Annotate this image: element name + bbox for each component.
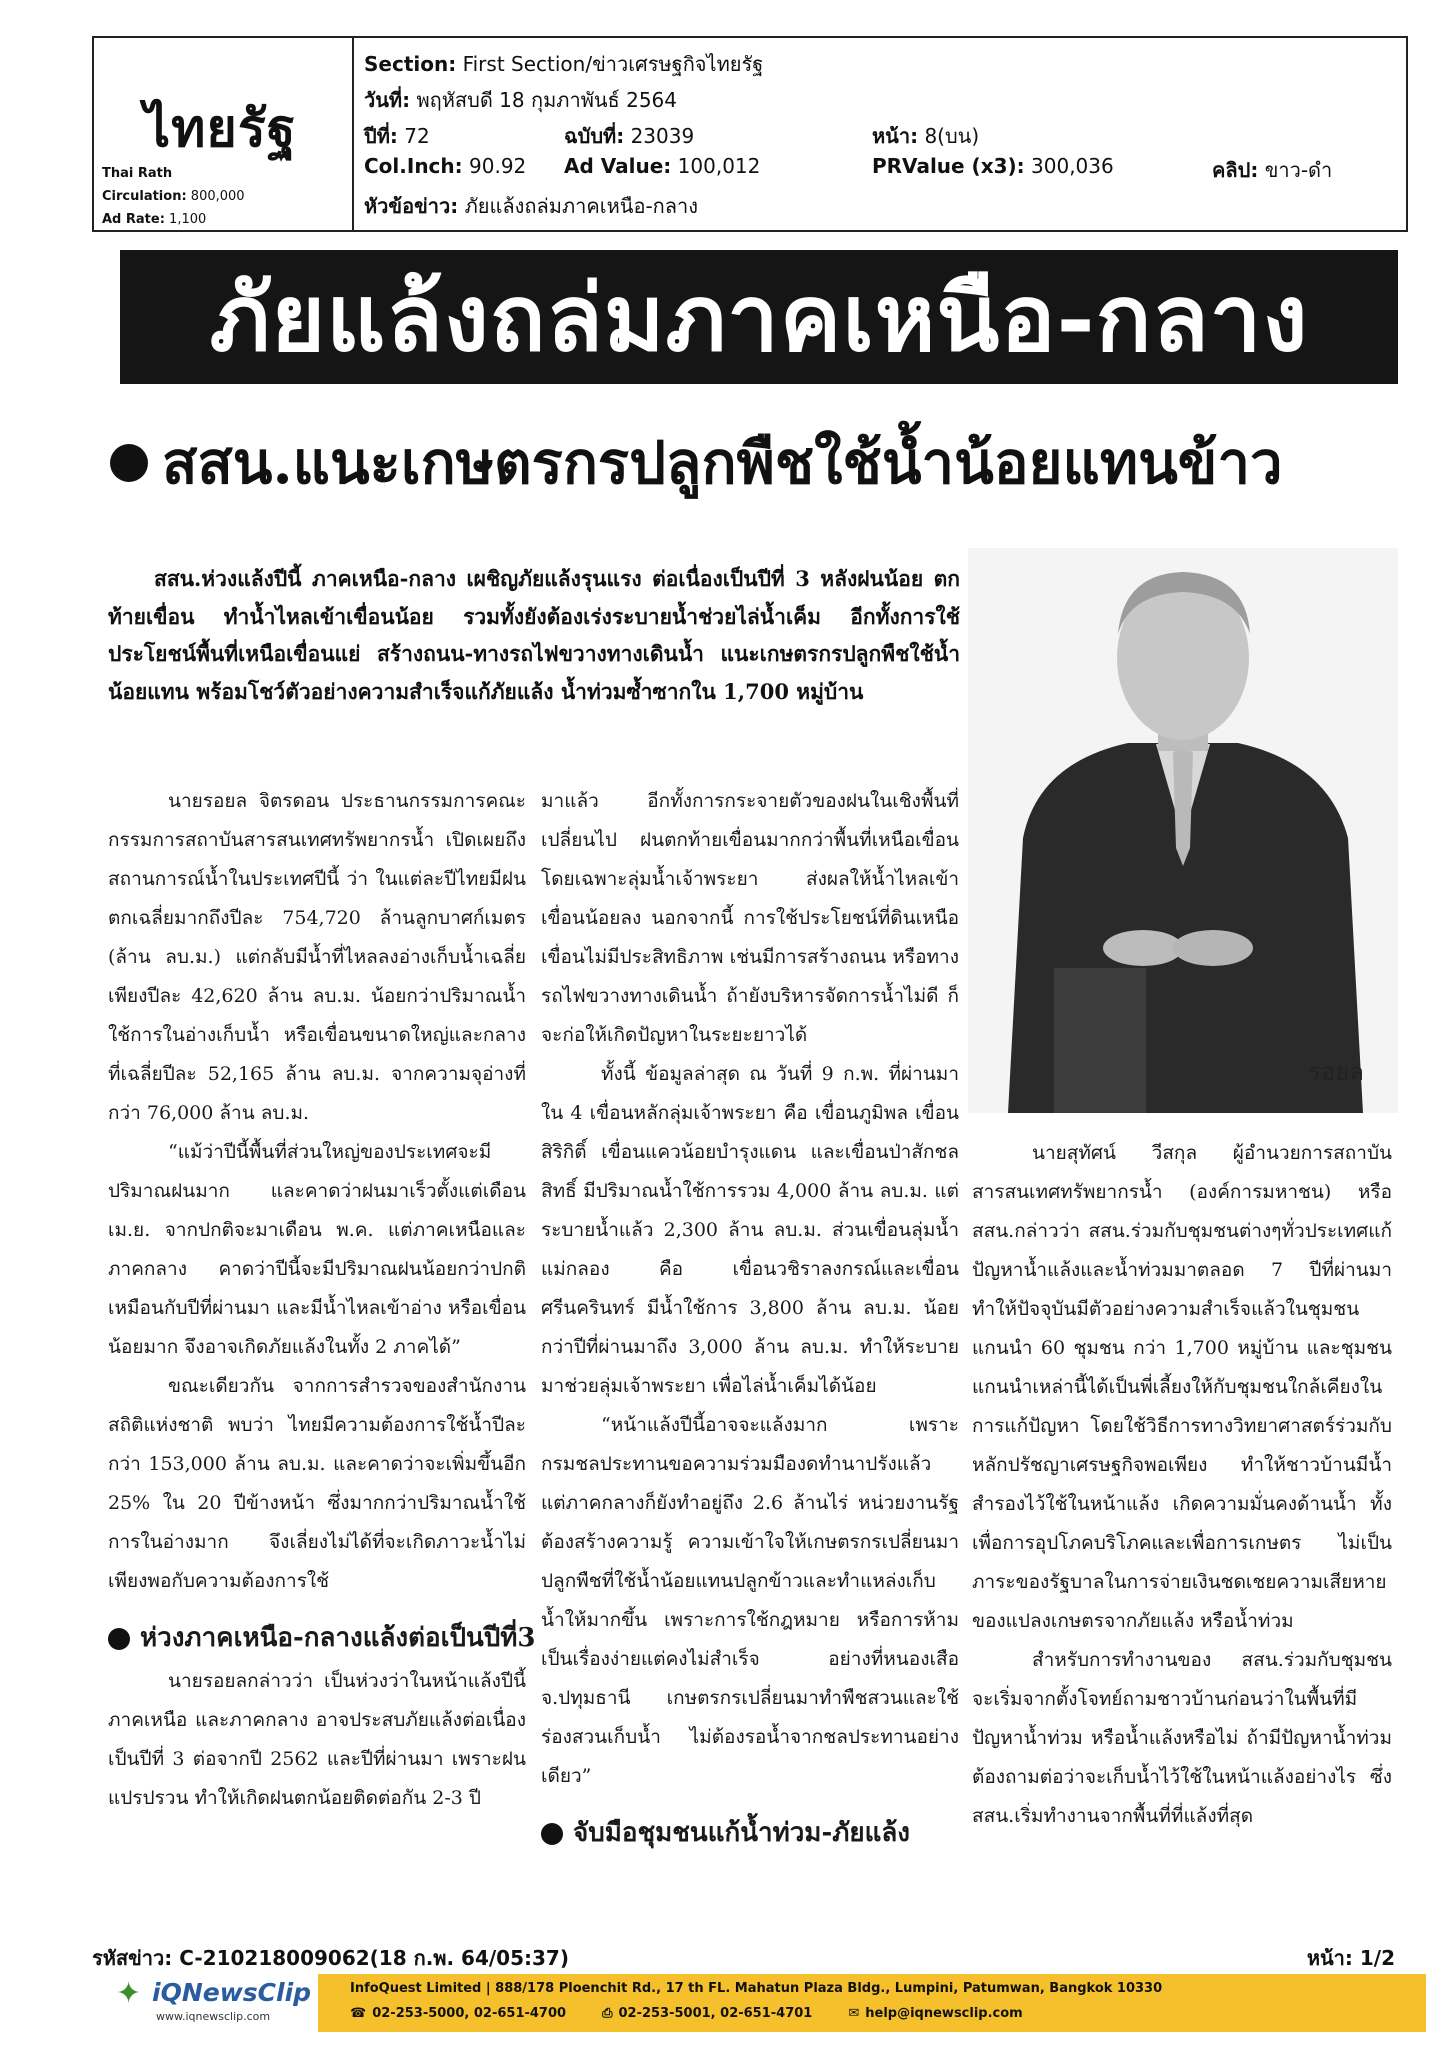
fax-icon: ⎙ bbox=[602, 2006, 613, 2021]
email-icon: ✉ bbox=[848, 2006, 860, 2021]
clipping-header bbox=[92, 36, 1408, 232]
clip-field: คลิป: ขาว-ดำ bbox=[1212, 158, 1333, 182]
logo-url: www.iqnewsclip.com bbox=[156, 2010, 271, 2023]
body-paragraph: นายสุทัศน์ วีสกุล ผู้อำนวยการสถาบันสารสนเทศทรัพยากรน้ำ (องค์การมหาชน) หรือ สสน.กล่าวว่า สสน.ร่วมกับชุมชนต่างๆทั่วประเทศแก้ปัญหาน้ำแล้งและน้ำท่วมมาตลอด 7 ปีที่ผ่านมา ทำให้ปัจจุบันมีตัวอย่างความสำเร็จแล้วในชุมชนแกนนำ 60 ชุมชน กว่า 1,700 หมู่บ้าน และชุมชนแกนนำเหล่านี้ได้เป็นพี่เลี้ยงให้กับชุมชนใกล้เคียงในการแก้ปัญหา โดยใช้วิธีการทางวิทยาศาสตร์ร่วมกับหลักปรัชญาเศรษฐกิจพอเพียง ทำให้ชาวบ้านมีน้ำสำรองไว้ใช้ในหน้าแล้ง เกิดความมั่นคงด้านน้ำ ทั้งเพื่อการอุปโภคบริโภคและเพื่อการเกษตร ไม่เป็นภาระของรัฐบาลในการจ่ายเงินชดเชยความเสียหายของแปลงเกษตรจากภัยแล้ง หรือน้ำท่วม bbox=[972, 1142, 1392, 1632]
body-paragraph: “แม้ว่าปีนี้พื้นที่ส่วนใหญ่ของประเทศจะมีปริมาณฝนมาก และคาดว่าฝนมาเร็วตั้งแต่เดือน เม.ย. จากปกติจะมาเดือน พ.ค. แต่ภาคเหนือและภาคกลาง คาดว่าปีนี้จะมีปริมาณฝนน้อยกว่าปกติ เหมือนกับปีที่ผ่านมา และมีน้ำไหลเข้าอ่าง หรือเขื่อนน้อยมาก จึงอาจเกิดภัยแล้งในทั้ง 2 ภาคได้” bbox=[108, 1141, 526, 1358]
portrait-photo bbox=[968, 548, 1398, 1113]
issue-field: ฉบับที่: 23039 bbox=[564, 124, 695, 148]
body-paragraph: “หน้าแล้งปีนี้อาจจะแล้งมาก เพราะกรมชลประทานขอความร่วมมืองดทำนาปรังแล้ว แต่ภาคกลางก็ยังทำอยู่ถึง 2.6 ล้านไร่ หน่วยงานรัฐต้องสร้างความรู้ ความเข้าใจให้เกษตรกรเปลี่ยนมาปลูกพืชที่ใช้น้ำน้อยแทนปลูกข้าวและทำแหล่งเก็บน้ำให้มากขึ้น เพราะการใช้กฎหมาย หรือการห้ามเป็นเรื่องง่ายแต่คงไม่สำเร็จ อย่างที่หนองเสือ จ.ปทุมธานี เกษตรกรเปลี่ยนมาทำพืชสวนและใช้ร่องสวนเก็บน้ำ ไม่ต้องรอน้ำจากชลประทานอย่างเดียว” bbox=[541, 1414, 959, 1787]
headline-field: หัวข้อข่าว: ภัยแล้งถล่มภาคเหนือ-กลาง bbox=[364, 194, 699, 218]
date-field: วันที่: พฤหัสบดี 18 กุมภาพันธ์ 2564 bbox=[364, 88, 678, 112]
photo-caption: รอยล bbox=[1307, 1058, 1364, 1086]
contact-line bbox=[350, 2006, 1029, 2021]
body-paragraph: มาแล้ว อีกทั้งการกระจายตัวของฝนในเชิงพื้นที่เปลี่ยนไป ฝนตกท้ายเขื่อนมากกว่าพื้นที่เหนือเขื่อน โดยเฉพาะลุ่มน้ำเจ้าพระยา ส่งผลให้น้ำไหลเข้าเขื่อนน้อยลง นอกจากนี้ การใช้ประโยชน์ที่ดินเหนือเขื่อนไม่มีประสิทธิภาพ เช่นมีการสร้างถนน หรือทางรถไฟขวางทางเดินน้ำ ถ้ายังบริหารจัดการน้ำไม่ดี ก็จะก่อให้เกิดปัญหาในระยะยาวได้ bbox=[541, 790, 959, 1046]
lead-paragraph: สสน.ห่วงแล้งปีนี้ ภาคเหนือ-กลาง เผชิญภัยแล้งรุนแรง ต่อเนื่องเป็นปีที่ 3 หลังฝนน้อย ตกท้ายเขื่อน ทำน้ำไหลเข้าเขื่อนน้อย รวมทั้งยังต้องเร่งระบายน้ำช่วยไล่น้ำเค็ม อีกทั้งการใช้ประโยชน์พื้นที่เหนือเขื่อนแย่ สร้างถนน-ทางรถไฟขวางทางเดินน้ำ แนะเกษตรกรปลูกพืชใช้น้ำน้อยแทน พร้อมโชว์ตัวอย่างความสำเร็จแก้ภัยแล้ง น้ำท่วมซ้ำซากใน 1,700 หมู่บ้าน bbox=[108, 566, 960, 704]
publication-logo: ไทยรัฐ bbox=[144, 98, 297, 159]
circulation-value: 800,000 bbox=[190, 189, 245, 204]
body-paragraph: นายรอยลกล่าวว่า เป็นห่วงว่าในหน้าแล้งปีนี้ ภาคเหนือ และภาคกลาง อาจประสบภัยแล้งต่อเนื่องเป็นปีที่ 3 ต่อจากปี 2562 และปีที่ผ่านมา เพราะฝนแปรปรวน ทำให้เกิดฝนตกน้อยติดต่อกัน 2-3 ปี bbox=[108, 1670, 526, 1809]
adrate-label: Ad Rate: bbox=[102, 212, 165, 227]
news-code: รหัสข่าว: C-210218009062(18 ก.พ. 64/05:37) bbox=[92, 1946, 569, 1970]
contact-bar bbox=[318, 1974, 1426, 2032]
article-column-2 bbox=[541, 782, 959, 1857]
company-address: InfoQuest Limited | 888/178 Ploenchit Rd., 17 th FL. Mahatun Plaza Bldg., Lumpini, Patumwan, Bangkok 10330 bbox=[350, 1981, 1163, 1996]
colinch-field: Col.Inch: 90.92 bbox=[364, 154, 527, 178]
publication-name: Thai Rath bbox=[102, 166, 173, 181]
section-heading bbox=[541, 1814, 959, 1853]
advalue-field: Ad Value: 100,012 bbox=[564, 154, 761, 178]
phone-number: 02-253-5000, 02-651-4700 bbox=[372, 2006, 567, 2021]
bullet-icon bbox=[108, 1628, 130, 1650]
portrait-image bbox=[968, 548, 1398, 1113]
bullet-icon bbox=[110, 444, 148, 482]
header-divider bbox=[352, 38, 354, 230]
headline-banner bbox=[120, 250, 1398, 384]
page-indicator: หน้า: 1/2 bbox=[1306, 1946, 1395, 1970]
fax-number: 02-253-5001, 02-651-4701 bbox=[618, 2006, 813, 2021]
section-field: Section: First Section/ข่าวเศรษฐกิจไทยรัฐ bbox=[364, 52, 764, 76]
prvalue-field: PRValue (x3): 300,036 bbox=[872, 154, 1114, 178]
body-paragraph: นายรอยล จิตรดอน ประธานกรรมการคณะกรรมการสถาบันสารสนเทศทรัพยากรน้ำ เปิดเผยถึงสถานการณ์น้ำในประเทศปีนี้ ว่า ในแต่ละปีไทยมีฝนตกเฉลี่ยมากถึงปีละ 754,720 ล้านลูกบาศก์เมตร (ล้าน ลบ.ม.) แต่กลับมีน้ำที่ไหลลงอ่างเก็บน้ำเฉลี่ยเพียงปีละ 42,620 ล้าน ลบ.ม. น้อยกว่าปริมาณน้ำใช้การในอ่างเก็บน้ำ หรือเขื่อนขนาดใหญ่และกลางที่เฉลี่ยปีละ 52,165 ล้าน ลบ.ม. จากความจุอ่างที่กว่า 76,000 ล้าน ลบ.ม. bbox=[108, 790, 526, 1124]
body-paragraph: สำหรับการทำงานของ สสน.ร่วมกับชุมชน จะเริ่มจากตั้งโจทย์ถามชาวบ้านก่อนว่าในพื้นที่มีปัญหาน้ำท่วม หรือน้ำแล้งหรือไม่ ถ้ามีปัญหาน้ำท่วม ต้องถามต่อว่าจะเก็บน้ำไว้ใช้ในหน้าแล้งอย่างไร ซึ่ง สสน.เริ่มทำงานจากพื้นที่ที่แล้งที่สุด bbox=[972, 1649, 1392, 1827]
circulation-label: Circulation: bbox=[102, 189, 187, 204]
iqnewsclip-logo bbox=[112, 1972, 312, 2026]
body-paragraph: ขณะเดียวกัน จากการสำรวจของสำนักงานสถิติแห่งชาติ พบว่า ไทยมีความต้องการใช้น้ำปีละกว่า 153,000 ล้าน ลบ.ม. และคาดว่าจะเพิ่มขึ้นอีก 25% ใน 20 ปีข้างหน้า ซึ่งมากกว่าปริมาณน้ำใช้การในอ่างมาก จึงเลี่ยงไม่ได้ที่จะเกิดภาวะน้ำไม่เพียงพอกับความต้องการใช้ bbox=[108, 1375, 526, 1592]
logo-brand: iQNewsClip bbox=[152, 1978, 312, 2007]
section-heading bbox=[108, 1619, 536, 1658]
leaf-icon: ✦ bbox=[116, 1976, 142, 2011]
email-address: help@iqnewsclip.com bbox=[865, 2006, 1023, 2021]
phone-icon: ☎ bbox=[350, 2006, 367, 2021]
page-field: หน้า: 8(บน) bbox=[872, 124, 980, 148]
headline: ภัยแล้งถล่มภาคเหนือ-กลาง bbox=[209, 263, 1309, 372]
publication-meta bbox=[102, 162, 245, 231]
adrate-value: 1,100 bbox=[169, 212, 207, 227]
section-heading-text: จับมือชุมชนแก้น้ำท่วม-ภัยแล้ง bbox=[573, 1818, 910, 1848]
year-field: ปีที่: 72 bbox=[364, 124, 430, 148]
article-column-1 bbox=[108, 782, 536, 1818]
bullet-icon bbox=[541, 1823, 563, 1845]
article-column-3 bbox=[972, 1134, 1392, 1836]
body-paragraph: ทั้งนี้ ข้อมูลล่าสุด ณ วันที่ 9 ก.พ. ที่ผ่านมา ใน 4 เขื่อนหลักลุ่มเจ้าพระยา คือ เขื่อนภูมิพล เขื่อนสิริกิติ์ เขื่อนแควน้อยบำรุงแดน และเขื่อนป่าสักชลสิทธิ์ มีปริมาณน้ำใช้การรวม 4,000 ล้าน ลบ.ม. แต่ระบายน้ำแล้ว 2,300 ล้าน ลบ.ม. ส่วนเขื่อนลุ่มน้ำแม่กลอง คือ เขื่อนวชิราลงกรณ์และเขื่อนศรีนครินทร์ มีน้ำใช้การ 3,800 ล้าน ลบ.ม. น้อยกว่าปีที่ผ่านมาถึง 3,000 ล้าน ลบ.ม. ทำให้ระบายมาช่วยลุ่มเจ้าพระยา เพื่อไล่น้ำเค็มได้น้อย bbox=[541, 1063, 959, 1397]
subheadline-text: สสน.แนะเกษตรกรปลูกพืชใช้น้ำน้อยแทนข้าว bbox=[162, 429, 1283, 497]
subheadline bbox=[110, 416, 1283, 509]
section-heading-text: ห่วงภาคเหนือ-กลางแล้งต่อเป็นปีที่3 bbox=[140, 1623, 536, 1653]
